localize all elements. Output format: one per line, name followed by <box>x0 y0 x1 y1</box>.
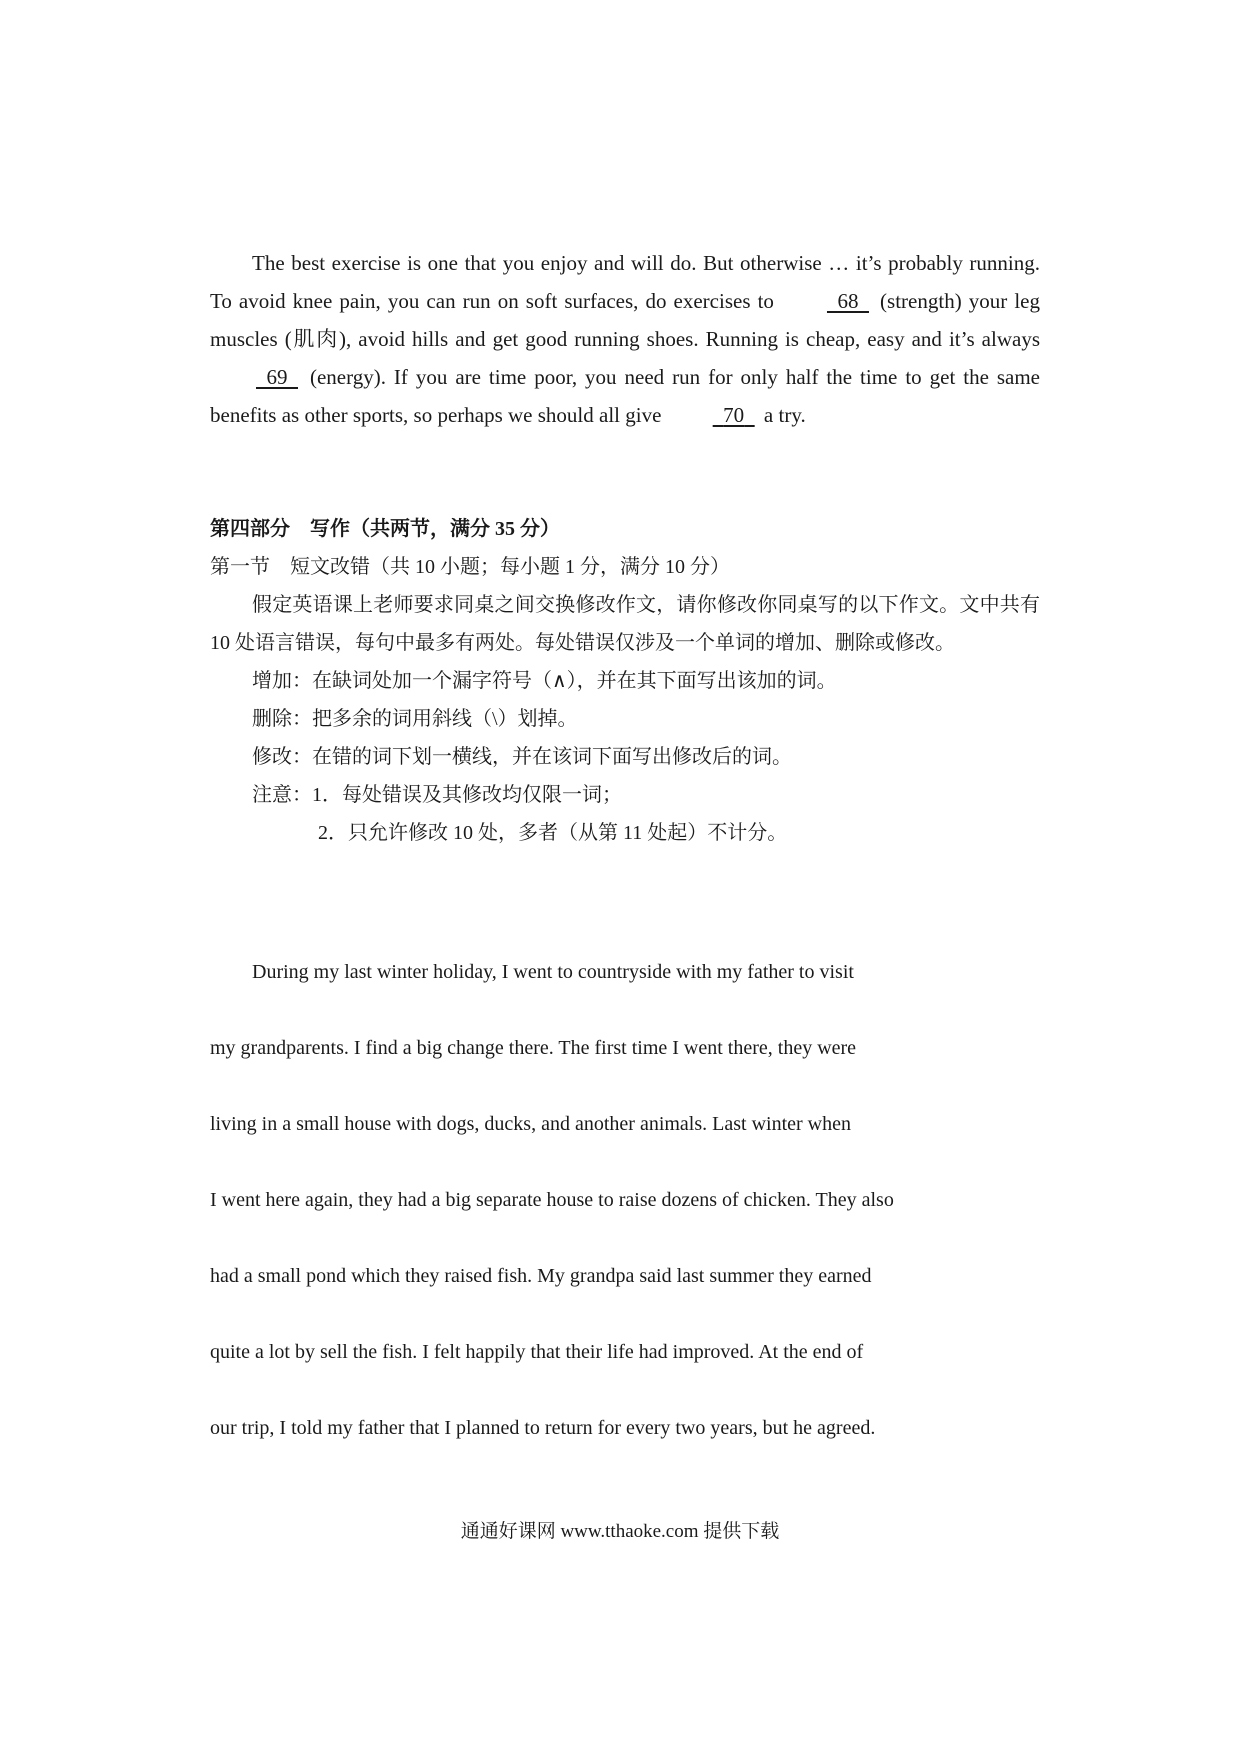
blank-69: 69 <box>266 365 288 389</box>
blank-70: 70 <box>723 403 745 427</box>
essay-line: had a small pond which they raised fish. My grandpa said last summer they earned <box>210 1265 872 1287</box>
passage-text-4: a try. <box>758 403 806 427</box>
passage-text-1: The best exercise is one that you enjoy and will do. But otherwise … it’s probably running. To avoid knee pain, you can run on soft surfaces, do exercises to <box>210 251 1040 313</box>
essay-line: living in a small house with dogs, ducks, and another animals. Last winter when <box>210 1113 851 1135</box>
essay-line: our trip, I told my father that I planned to return for every two years, but he agreed. <box>210 1417 876 1439</box>
page-footer: 通通好课网 www.tthaoke.com 提供下载 <box>460 1521 780 1542</box>
passage-paragraph <box>210 244 1040 434</box>
essay-line: During my last winter holiday, I went to countryside with my father to visit <box>252 961 854 983</box>
reading-passage <box>210 244 1040 434</box>
writing-section <box>210 510 1040 852</box>
rule-delete: 删除：把多余的词用斜线（\）划掉。 <box>252 708 578 730</box>
passage-text-2: (strength) your leg muscles (肌肉), avoid hills and get good running shoes. Running is cheap, easy and it’s always <box>210 289 1040 351</box>
note-1: 注意：1．每处错误及其修改均仅限一词； <box>252 784 622 806</box>
section-heading: 第四部分 写作（共两节，满分 35 分） <box>210 518 560 540</box>
section-instruction: 假定英语课上老师要求同桌之间交换修改作文，请你修改你同桌写的以下作文。文中共有 10 处语言错误，每句中最多有两处。每处错误仅涉及一个单词的增加、删除或修改。 <box>210 594 1040 654</box>
rule-add: 增加：在缺词处加一个漏字符号（∧），并在其下面写出该加的词。 <box>252 670 837 692</box>
essay-to-correct <box>210 960 1040 1492</box>
blank-68: 68 <box>837 289 859 313</box>
note-2: 2．只允许修改 10 处，多者（从第 11 处起）不计分。 <box>318 822 788 844</box>
passage-text-3: (energy). If you are time poor, you need run for only half the time to get the same benefits as other sports, so perhaps we should all give <box>210 365 1040 427</box>
section-subheading: 第一节 短文改错（共 10 小题；每小题 1 分，满分 10 分） <box>210 556 730 578</box>
essay-line: I went here again, they had a big separate house to raise dozens of chicken. They also <box>210 1189 894 1211</box>
essay-line: quite a lot by sell the fish. I felt happily that their life had improved. At the end of <box>210 1341 864 1363</box>
essay-line: my grandparents. I find a big change there. The first time I went there, they were <box>210 1037 857 1059</box>
rule-modify: 修改：在错的词下划一横线，并在该词下面写出修改后的词。 <box>252 746 792 768</box>
